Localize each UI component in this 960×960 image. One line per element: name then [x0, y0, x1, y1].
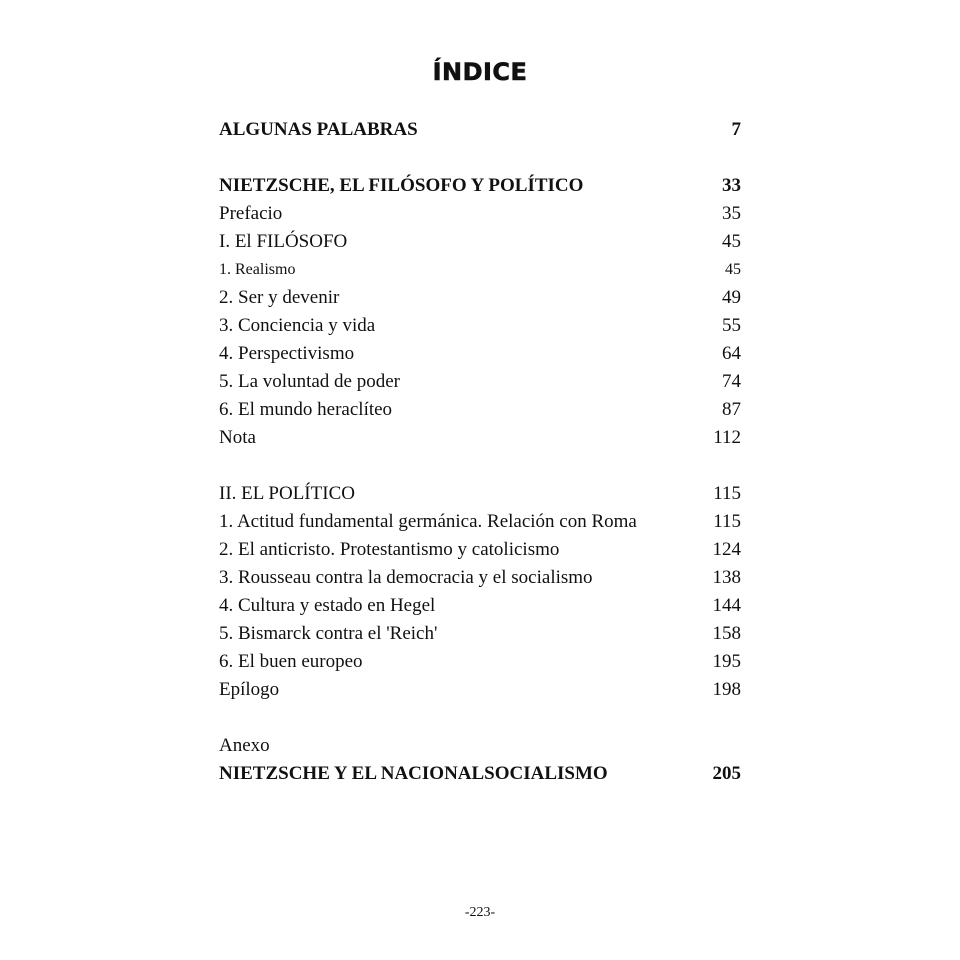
toc-entry-label: Prefacio: [219, 203, 283, 224]
toc-entry-anexo: [219, 732, 741, 760]
toc-entry-realismo: [219, 256, 741, 284]
toc-entry-conciencia-y-vida: [219, 312, 741, 340]
toc-entry-label: 2. Ser y devenir: [219, 287, 340, 308]
toc-entry-label: 4. Cultura y estado en Hegel: [219, 595, 436, 616]
toc-entry-perspectivismo: [219, 340, 741, 368]
toc-entry-page: 45: [722, 231, 741, 252]
section-spacer: [219, 452, 741, 480]
toc-entry-label: 6. El buen europeo: [219, 651, 363, 672]
toc-entry-buen-europeo: [219, 648, 741, 676]
toc-entry-algunas-palabras: [219, 116, 741, 144]
toc-entry-page: 74: [722, 371, 741, 392]
toc-entry-ser-y-devenir: [219, 284, 741, 312]
toc-entry-page: 87: [722, 399, 741, 420]
section-spacer: [219, 704, 741, 732]
toc-entry-nietzsche-filosofo-politico: [219, 172, 741, 200]
toc-entry-label: Nota: [219, 427, 256, 448]
toc-entry-page: 115: [713, 511, 741, 532]
toc-entry-label: Epílogo: [219, 679, 280, 700]
toc-entry-label: NIETZSCHE Y EL NACIONALSOCIALISMO: [219, 763, 608, 784]
toc-entry-label: ALGUNAS PALABRAS: [219, 119, 418, 140]
toc-entry-page: 115: [713, 483, 741, 504]
toc-entry-label: 3. Conciencia y vida: [219, 315, 376, 336]
toc-entry-label: 2. El anticristo. Protestantismo y catolicismo: [219, 539, 560, 560]
toc-entry-mundo-heracliteo: [219, 396, 741, 424]
toc-entry-label: 5. La voluntad de poder: [219, 371, 400, 392]
toc-entry-page: 138: [712, 567, 741, 588]
toc-entry-label: Anexo: [219, 735, 270, 756]
toc-entry-label: 1. Realismo: [219, 261, 296, 278]
toc-entry-page: 45: [725, 261, 741, 278]
toc-entry-page: 205: [712, 763, 741, 784]
toc-entry-nota: [219, 424, 741, 452]
toc-entry-label: 4. Perspectivismo: [219, 343, 355, 364]
table-of-contents: [219, 116, 741, 788]
toc-entry-rousseau: [219, 564, 741, 592]
toc-entry-bismarck: [219, 620, 741, 648]
toc-entry-page: 158: [712, 623, 741, 644]
toc-entry-label: NIETZSCHE, EL FILÓSOFO Y POLÍTICO: [219, 175, 584, 196]
toc-entry-page: 7: [731, 119, 741, 140]
toc-entry-hegel: [219, 592, 741, 620]
page-title: ÍNDICE: [432, 58, 528, 86]
toc-entry-label: I. El FILÓSOFO: [219, 231, 348, 252]
toc-entry-page: 33: [722, 175, 741, 196]
toc-entry-el-filosofo: [219, 228, 741, 256]
toc-entry-anticristo: [219, 536, 741, 564]
toc-entry-label: 3. Rousseau contra la democracia y el socialismo: [219, 567, 593, 588]
toc-entry-page: 64: [722, 343, 741, 364]
toc-entry-prefacio: [219, 200, 741, 228]
section-spacer: [219, 144, 741, 172]
toc-entry-actitud-germanica: [219, 508, 741, 536]
toc-entry-page: 144: [712, 595, 741, 616]
toc-entry-nacionalsocialismo: [219, 760, 741, 788]
toc-entry-page: 55: [722, 315, 741, 336]
toc-entry-page: 112: [713, 427, 741, 448]
toc-entry-label: 6. El mundo heraclíteo: [219, 399, 393, 420]
toc-entry-page: 198: [712, 679, 741, 700]
toc-entry-label: 1. Actitud fundamental germánica. Relación con Roma: [219, 511, 637, 532]
toc-entry-epilogo: [219, 676, 741, 704]
toc-entry-page: 35: [722, 203, 741, 224]
toc-entry-page: 195: [712, 651, 741, 672]
toc-entry-el-politico: [219, 480, 741, 508]
page-number: -223-: [464, 905, 496, 920]
toc-entry-page: 49: [722, 287, 741, 308]
toc-entry-page: 124: [712, 539, 741, 560]
toc-entry-label: II. EL POLÍTICO: [219, 483, 355, 504]
toc-entry-label: 5. Bismarck contra el 'Reich': [219, 623, 438, 644]
toc-entry-voluntad-de-poder: [219, 368, 741, 396]
